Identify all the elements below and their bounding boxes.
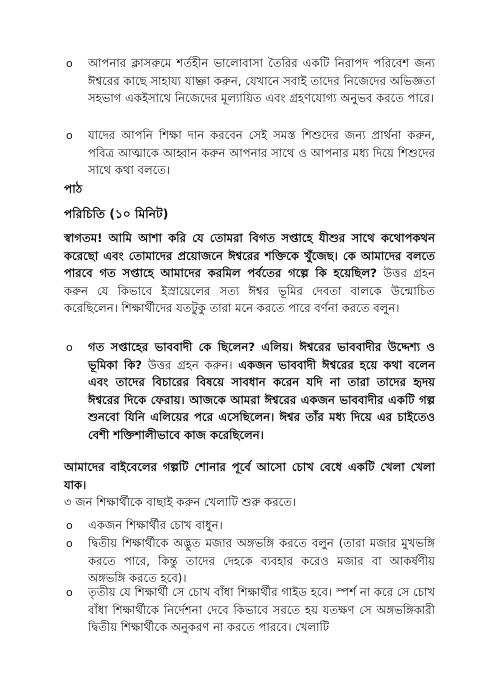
bullet-marker: o xyxy=(66,129,73,142)
bullet-marker: o xyxy=(66,586,73,599)
lesson-heading: পাঠ xyxy=(64,182,83,196)
game-step-blindfold: একজন শিক্ষার্থীর চোখ বাধুন। xyxy=(88,518,223,532)
intro-paragraph xyxy=(64,230,435,318)
bullet-prayer-classroom: আপনার ক্লাসরুমে শর্তহীন ভালোবাসা তৈরির একটি নিরাপদ পরিবেশ জন্য ঈশ্বরের কাছে সাহায্য যাচ্ঞা করুন, যেখানে সবাই তাদের নিজেদের অভিজ্ঞতা সহভাগ একইসাথে নিজেদের মূল্যায়িত এবং গ্রহণযোগ্য অনুভব করতে পারে। xyxy=(88,56,435,105)
game-setup: ৩ জন শিক্ষার্থীকে বাছাই করুন খেলাটি শুরু করতে। xyxy=(64,495,297,509)
intro-normal-text: উত্তর গ্রহন করুন যে কিভাবে ইস্রায়েলের সত্য ঈশ্বর ভূমির দেবতা বালকে উন্মোচিত করেছিলেন। শিক্ষার্থীদের যতটুকু তারা মনে করতে পারে বর্ণনা করতে বলুন। xyxy=(64,266,435,315)
bullet-prophet-question xyxy=(88,339,435,444)
bullet-marker: o xyxy=(66,519,73,532)
bullet-marker: o xyxy=(66,341,73,354)
game-intro: আমাদের বাইবেলের গল্পটি শোনার পূর্বে আসো চোখ বেধে একটি খেলা খেলা যাক। xyxy=(64,460,435,492)
game-step-gestures: দ্বিতীয় শিক্ষার্থীকে অদ্ভুত মজার অঙ্গভঙ্গি করতে বলুন (তারা মজার মুখভঙ্গি করতে পারে, কিন্তু তাদের দেহকে ব্যবহার করেও মজার বা আকর্ষণীয় অঙ্গভঙ্গি করতে হবে)। xyxy=(88,536,435,585)
bullet-marker: o xyxy=(66,57,73,70)
bullet-prayer-children: যাদের আপনি শিক্ষা দান করবেন সেই সমস্ত শিশুদের জন্য প্রার্থনা করুন, পবিত্র আত্মাকে আহ্বান করুন আপনার সাথে ও আপনার মধ্য দিয়ে শিশুদের সাথে কথা বলতে। xyxy=(88,128,435,177)
intro-bold-text: স্বাগতম! আমি আশা করি যে তোমরা বিগত সপ্তাহে যীশুর সাথে কথোপকথন করেছো এবং তোমাদের প্রয়োজনে ঈশ্বরের শক্তিকে খুঁজেছ। কে আমাদের বলতে পারবে গত সপ্তাহে আমাদের করমিল পর্বতের গল্পে কি হয়েছিল? xyxy=(64,231,435,280)
bullet-marker: o xyxy=(66,537,73,550)
prophet-answer-bold: একজন ভাববাদী ঈশ্বরের হয়ে কথা বলেন এবং তাদের বিচারের বিষয়ে সাবধান করেন যদি না তারা তাদের হৃদয় ঈশ্বরের দিকে ফেরায়। আজকে আমরা ঈশ্বরের একজন ভাববাদীর একটি গল্প শুনবো যিনি এলিয়ের পরে এসেছিলেন। ঈশ্বর তাঁর মধ্য দিয়ে এর চাইতেও বেশী শক্তিশালীভাবে কাজ করেছিলেন। xyxy=(88,357,436,442)
prophet-question-bold: গত সপ্তাহের ভাববাদী কে ছিলেন? এলিয়। ঈশ্বরের ভাববাদীর উদ্দেশ্য ও ভূমিকা কি? xyxy=(88,340,435,372)
prophet-question-normal: উত্তর গ্রহন করুন। xyxy=(147,357,233,372)
game-step-guide: তৃতীয় যে শিক্ষার্থী সে চোখ বাঁধা শিক্ষার্থীর গাইড হবে। স্পর্শ না করে সে চোখ বাঁধা শিক্ষার্থীকে নির্দেশনা দেবে কিভাবে সরতে হয় যতক্ষণ সে অঙ্গভঙ্গিকারী দ্বিতীয় শিক্ষার্থীকে অনুকরণ না করতে পারবে। খেলাটি xyxy=(88,585,435,634)
intro-heading: পরিচিতি (১০ মিনিট) xyxy=(64,207,169,221)
